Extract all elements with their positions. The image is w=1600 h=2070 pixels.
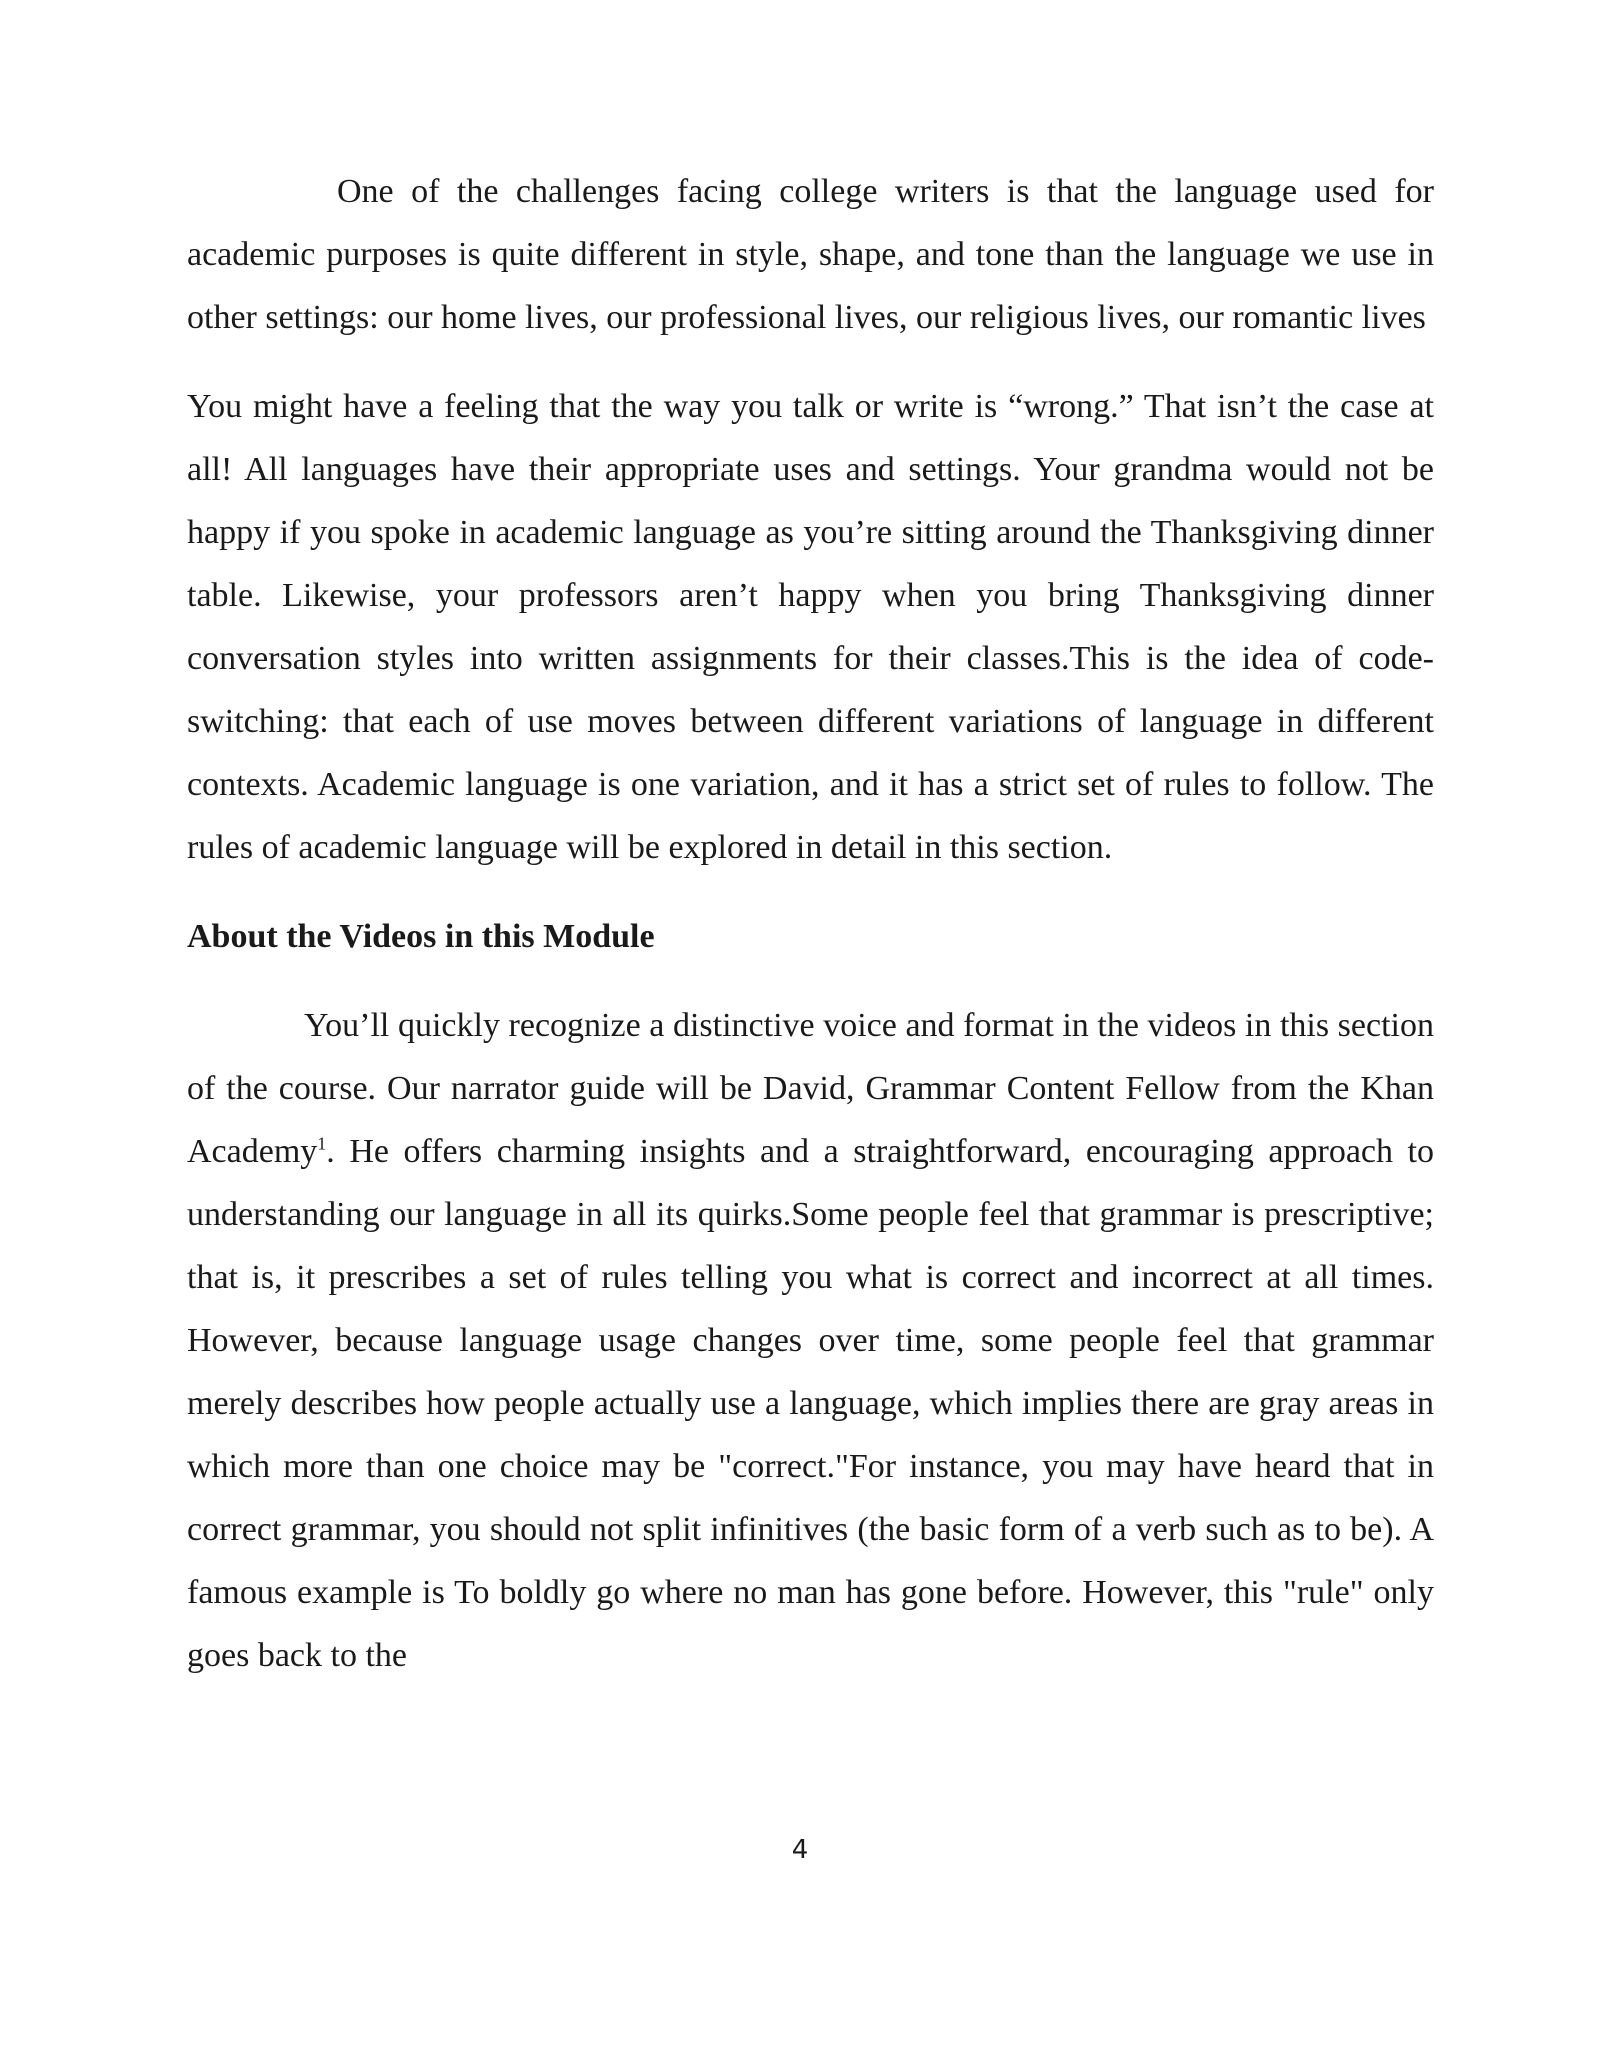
page-number: 4 <box>791 1835 809 1865</box>
footnote-reference: 1 <box>317 1133 327 1154</box>
page-body <box>187 160 1434 1687</box>
paragraph-videos-text-start: You’ll quickly recognize a distinctive voice and format in the videos in this section of the course. Our narrator guide will be David, Grammar Content Fellow from the Khan Academy <box>187 1007 1434 1170</box>
paragraph-code-switching: You might have a feeling that the way you talk or write is “wrong.” That isn’t the case at all! All languages have their appropriate uses and settings. Your grandma would not be happy if you spoke in academic language as you’re sitting around the Thanksgiving dinner table. Likewise, your professors aren’t happy when you bring Thanksgiving dinner conversation styles into written assignments for their classes.This is the idea of code-switching: that each of use moves between different variations of language in different contexts. Academic language is one variation, and it has a strict set of rules to follow. The rules of academic language will be explored in detail in this section. <box>187 388 1434 866</box>
paragraph-videos-text-end: . He offers charming insights and a straightforward, encouraging approach to understanding our language in all its quirks.Some people feel that grammar is prescriptive; that is, it prescribes a set of rules telling you what is correct and incorrect at all times. However, because language usage changes over time, some people feel that grammar merely describes how people actually use a language, which implies there are gray areas in which more than one choice may be "correct."For instance, you may have heard that in correct grammar, you should not split infinitives (the basic form of a verb such as to be). A famous example is To boldly go where no man has gone before. However, this "rule" only goes back to the <box>187 1133 1434 1674</box>
paragraph-videos <box>187 994 1434 1687</box>
paragraph-intro: One of the challenges facing college writers is that the language used for academic purposes is quite different in style, shape, and tone than the language we use in other settings: our home lives, our professional lives, our religious lives, our romantic lives <box>187 173 1434 336</box>
section-heading: About the Videos in this Module <box>187 918 655 955</box>
